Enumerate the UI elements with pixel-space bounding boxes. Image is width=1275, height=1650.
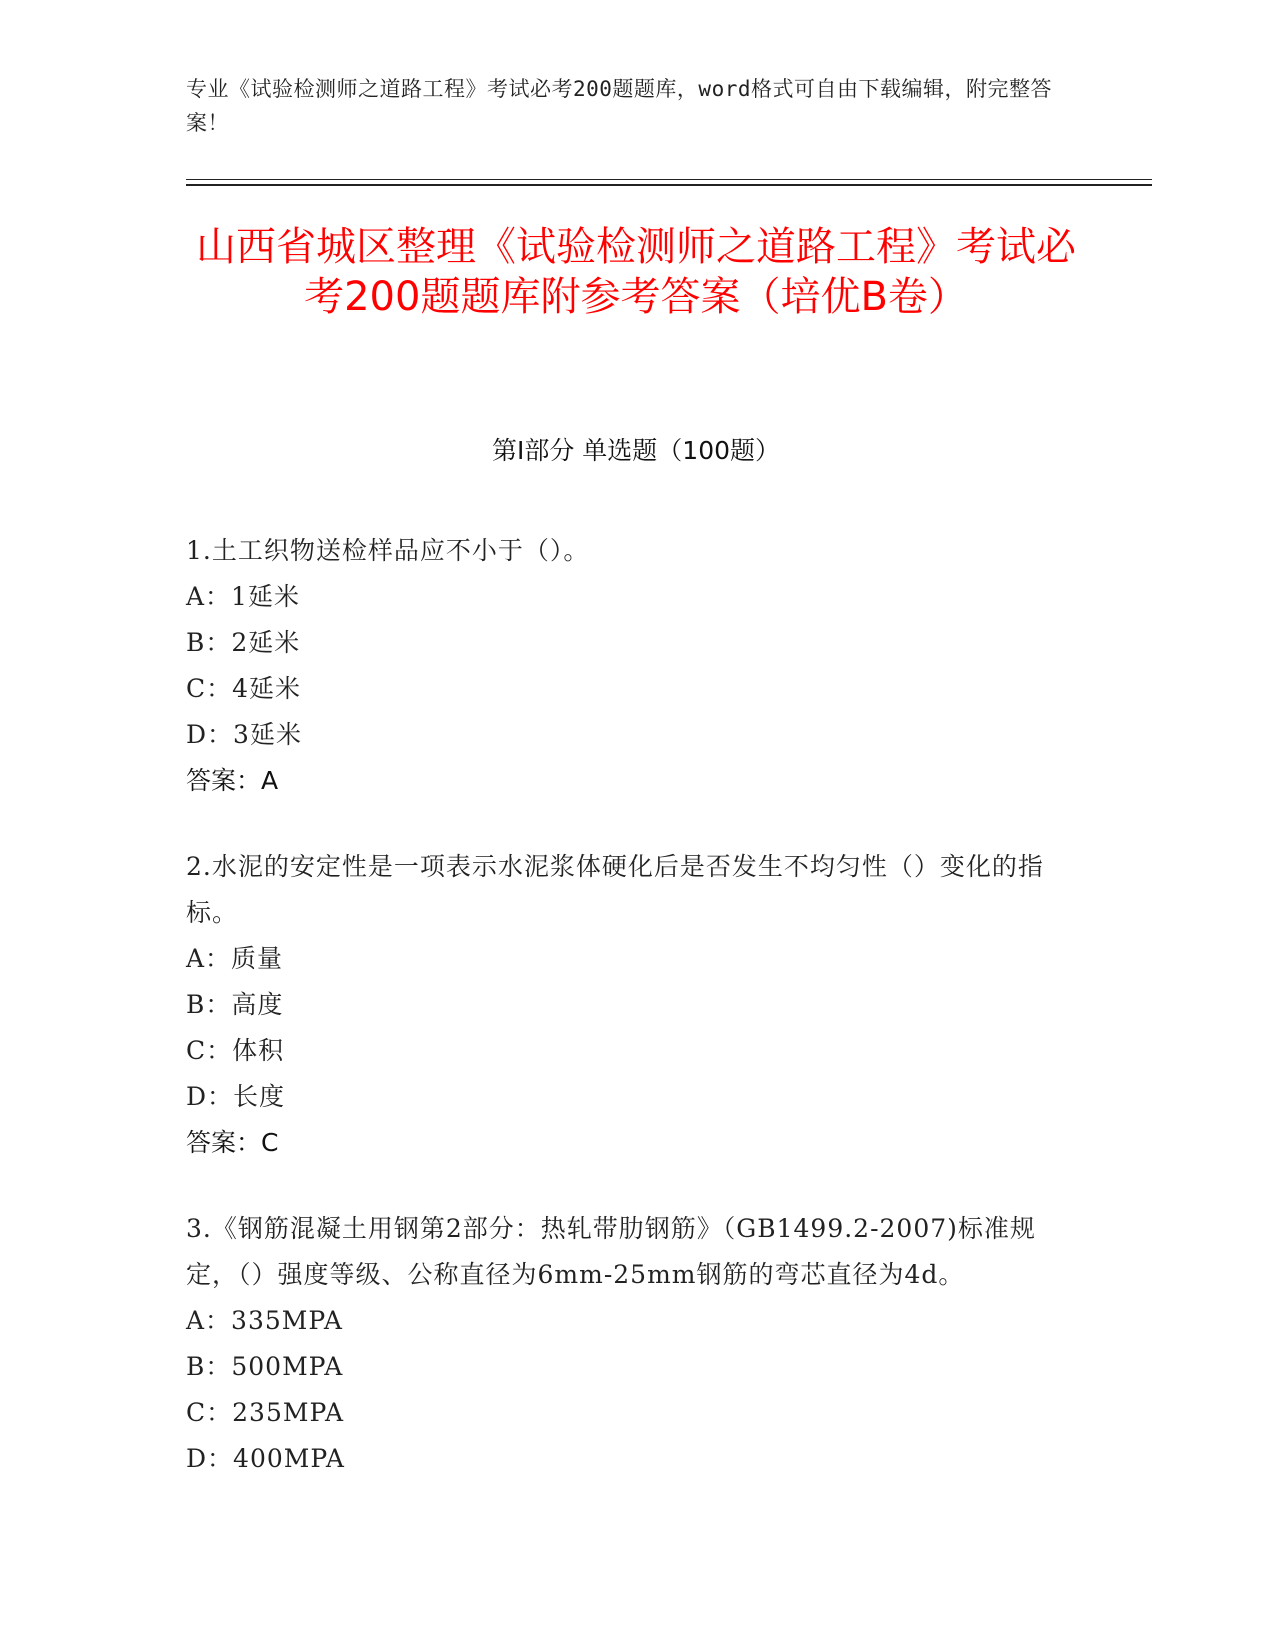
option-a: A：质量	[186, 944, 284, 973]
section-heading: 第I部分 单选题（100题）	[491, 436, 781, 465]
answer: 答案：A	[186, 766, 279, 795]
question-item	[186, 844, 1066, 1166]
option-a: A：1延米	[186, 582, 300, 611]
option-d: D：3延米	[186, 720, 302, 749]
question-item	[186, 528, 1066, 804]
question-stem: 2.水泥的安定性是一项表示水泥浆体硬化后是否发生不均匀性（）变化的指标。	[186, 852, 1044, 927]
header-divider-thin	[186, 179, 1152, 180]
header-note: 专业《试验检测师之道路工程》考试必考200题题库，word格式可自由下载编辑，附完整答案！	[186, 77, 1052, 135]
document-title: 山西省城区整理《试验检测师之道路工程》考试必考200题题库附参考答案（培优B卷）	[196, 224, 1076, 320]
option-c: C：4延米	[186, 674, 302, 703]
option-c: C：235MPA	[186, 1398, 345, 1427]
question-item	[186, 1206, 1066, 1482]
header-divider-thick	[186, 184, 1152, 186]
option-b: B：500MPA	[186, 1352, 344, 1381]
question-stem: 3.《钢筋混凝土用钢第2部分：热轧带肋钢筋》（GB1499.2-2007)标准规定，（）强度等级、公称直径为6mm-25mm钢筋的弯芯直径为4d。	[186, 1214, 1036, 1289]
option-d: D：长度	[186, 1082, 286, 1111]
option-d: D：400MPA	[186, 1444, 345, 1473]
option-a: A：335MPA	[186, 1306, 343, 1335]
question-list	[186, 528, 1066, 1522]
option-c: C：体积	[186, 1036, 285, 1065]
option-b: B：2延米	[186, 628, 301, 657]
option-b: B：高度	[186, 990, 284, 1019]
answer: 答案：C	[186, 1128, 279, 1157]
question-stem: 1.土工织物送检样品应不小于（）。	[186, 536, 590, 565]
